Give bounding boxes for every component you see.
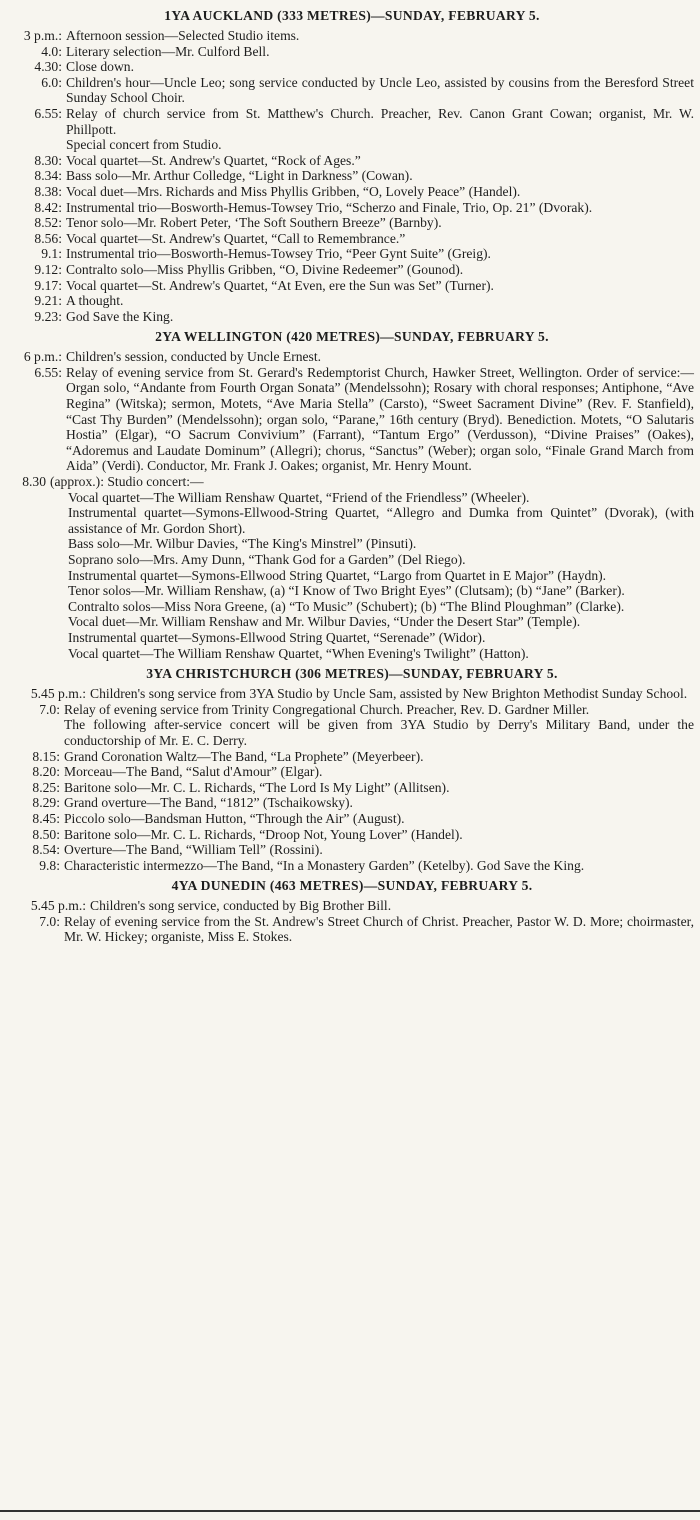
list-item: Vocal duet—Mr. William Renshaw and Mr. Wilbur Davies, “Under the Desert Star” (Temple). [68,614,581,630]
section-header: 4YA DUNEDIN (463 METRES)—SUNDAY, FEBRUARY 5. [171,878,533,894]
list-item: 9.21: A thought. [34,293,124,309]
list-item: 6.55: Relay of evening service from St. Gerard's Redemptorist Church, Hawker Street, Wellington. Order of service:—Organ solo, “Andante from Fourth Organ Sonata” (Mendelssohn); Rosary with choral responses; Antiphone, “Ave Regina” (Witska); sermon, Motets, “Ave Maria Stella” (Carsto), “Sweet Sacrament Divine” (Rev. F. Stanfield), “Cast Thy Burden” (Mendelssohn); organ solo, “Parane,” 16th century (Bryd). Benediction. Motets, “O Salutaris Hostia” (Elgar), “O Sacrum Convivium” (Farrant), “Tantum Ergo” (Verdusson), “Divine Praises” (Oakes), “Adoremus and Laudate Dominum” (Allegri); chorus, “Sanctus” (Weber); organ solo, “Finale Grand March from Aida” (Verdi). Conductor, Mr. Frank J. Oakes; organist, Mr. Henry Mount. [34,364,694,474]
section-1ya-auckland [10,7,694,324]
list-item: 6.0: Children's hour—Uncle Leo; song service conducted by Uncle Leo, assisted by cousins from the Beresford Street Sunday School Choir. [41,74,694,106]
list-item: 6.55: Relay of church service from St. Matthew's Church. Preacher, Rev. Canon Grant Cowan; organist, Mr. W. Phillpott. [34,105,694,137]
list-item: The following after-service concert will be given from 3YA Studio by Derry's Military Band, under the conductorship of Mr. E. C. Derry. [64,717,694,748]
list-item: 8.50: Baritone solo—Mr. C. L. Richards, “Droop Not, Young Lover” (Handel). [32,826,463,842]
list-item: 8.30 (approx.): Studio concert:— [22,474,204,490]
list-item: 8.25: Baritone solo—Mr. C. L. Richards, “The Lord Is My Light” (Allitsen). [32,779,450,795]
list-item: 5.45 p.m.: Children's song service, conducted by Big Brother Bill. [30,898,392,914]
list-item: 3 p.m.: Afternoon session—Selected Studio items. [23,28,300,43]
list-item: Soprano solo—Mrs. Amy Dunn, “Thank God for a Garden” (Del Riego). [68,552,466,567]
list-item: 4.0: Literary selection—Mr. Culford Bell. [41,43,270,59]
list-item: 9.23: God Save the King. [34,308,174,324]
list-item: Instrumental quartet—Symons-Ellwood String Quartet, “Largo from Quartet in E Major” (Haydn). [68,567,607,583]
list-item: 9.1: Instrumental trio—Bosworth-Hemus-Towsey Trio, “Peer Gynt Suite” (Greig). [41,246,491,262]
section-header: 2YA WELLINGTON (420 METRES)—SUNDAY, FEBRUARY 5. [155,329,549,345]
list-item: 8.38: Vocal duet—Mrs. Richards and Miss Phyllis Gribben, “O, Lovely Peace” (Handel). [34,183,521,199]
section-header: 1YA AUCKLAND (333 METRES)—SUNDAY, FEBRUARY 5. [164,8,540,23]
section-3ya-christchurch [10,665,694,873]
list-item: 8.56: Vocal quartet—St. Andrew's Quartet, “Call to Remembrance.” [34,230,406,246]
section-2ya-wellington [10,328,694,661]
list-item: 8.54: Overture—The Band, “William Tell” (Rossini). [32,842,323,858]
list-item: 7.0: Relay of evening service from the St. Andrew's Street Church of Christ. Preacher, Pastor W. D. More; choirmaster, Mr. W. Hickey; organiste, Miss E. Stokes. [39,913,694,945]
list-item: 8.30: Vocal quartet—St. Andrew's Quartet, “Rock of Ages.” [34,152,361,168]
list-item: 8.45: Piccolo solo—Bandsman Hutton, “Through the Air” (August). [32,810,405,826]
list-item: 6 p.m.: Children's session, conducted by Uncle Ernest. [23,349,322,365]
list-item: Vocal quartet—The William Renshaw Quartet, “Friend of the Friendless” (Wheeler). [68,489,530,505]
list-item: 8.20: Morceau—The Band, “Salut d'Amour” (Elgar). [32,764,323,780]
list-item: 8.34: Bass solo—Mr. Arthur Colledge, “Light in Darkness” (Cowan). [34,168,413,184]
list-item: Bass solo—Mr. Wilbur Davies, “The King's Minstrel” (Pinsuti). [68,536,417,552]
list-item: 9.17: Vocal quartet—St. Andrew's Quartet, “At Even, ere the Sun was Set” (Turner). [34,277,494,293]
list-item: 4.30: Close down. [34,59,134,75]
list-item: Instrumental quartet—Symons-Ellwood-String Quartet, “Allegro and Dumka from Quintet” (Dvorak), (with assistance of Mr. Gordon Short). [68,505,694,536]
list-item: 5.45 p.m.: Children's song service from 3YA Studio by Uncle Sam, assisted by New Brighton Methodist Sunday School. [30,686,688,702]
list-item: Vocal quartet—The William Renshaw Quartet, “When Evening's Twilight” (Hatton). [68,645,529,661]
list-item: 8.15: Grand Coronation Waltz—The Band, “La Prophete” (Meyerbeer). [32,748,424,764]
list-item: 9.8: Characteristic intermezzo—The Band, “In a Monastery Garden” (Ketelby). God Save the King. [39,857,585,873]
list-item: Tenor solos—Mr. William Renshaw, (a) “I Know of Two Bright Eyes” (Clutsam); (b) “Jane” (Barker). [68,583,625,599]
page-bottom-rule [0,1510,700,1512]
list-item: Instrumental quartet—Symons-Ellwood String Quartet, “Serenade” (Widor). [68,629,486,645]
list-item: 8.52: Tenor solo—Mr. Robert Peter, ‘The Soft Southern Breeze” (Barnby). [34,215,442,231]
section-4ya-dunedin [10,877,694,945]
list-item: 8.42: Instrumental trio—Bosworth-Hemus-Towsey Trio, “Scherzo and Finale, Trio, Op. 21” (Dvorak). [34,199,593,215]
list-item: 9.12: Contralto solo—Miss Phyllis Gribben, “O, Divine Redeemer” (Gounod). [34,261,464,277]
list-item: 8.29: Grand overture—The Band, “1812” (Tschaikowsky). [32,795,353,811]
list-item: 7.0: Relay of evening service from Trinity Congregational Church. Preacher, Rev. D. Gardner Miller. [39,701,590,717]
list-item: Special concert from Studio. [66,137,222,153]
section-header: 3YA CHRISTCHURCH (306 METRES)—SUNDAY, FEBRUARY 5. [146,666,558,682]
list-item: Contralto solos—Miss Nora Greene, (a) “To Music” (Schubert); (b) “The Blind Ploughman” (Clarke). [68,598,625,614]
studio-concert-list [10,490,694,662]
